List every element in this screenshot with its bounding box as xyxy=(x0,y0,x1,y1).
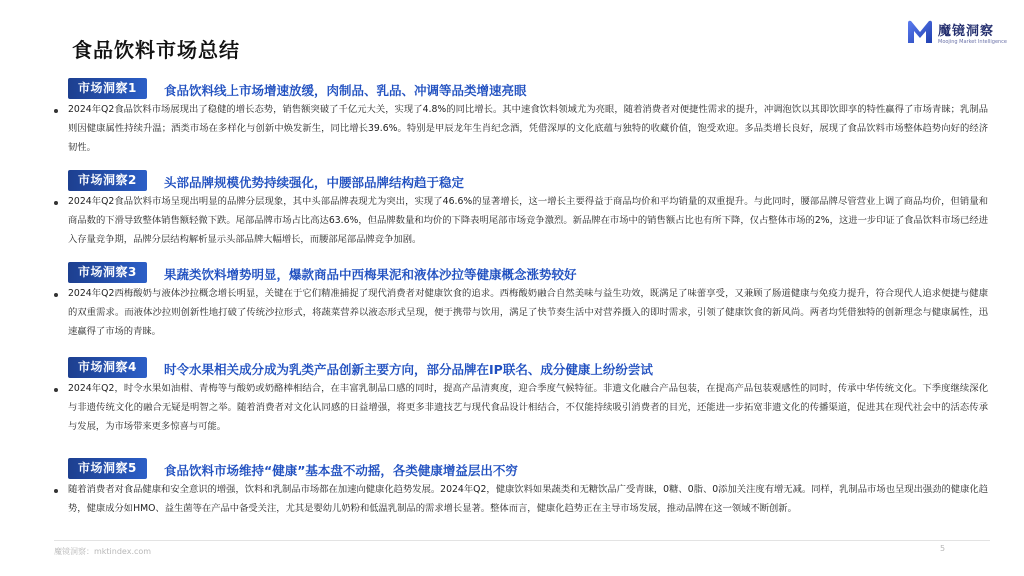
logo-subtitle: Moojing Market Intelligence xyxy=(938,39,1008,45)
page-title: 食品饮料市场总结 xyxy=(72,38,240,62)
bullet-icon xyxy=(54,109,58,113)
insight-tag: 市场洞察4 xyxy=(68,357,147,378)
insight-heading: 食品饮料线上市场增速放缓，肉制品、乳品、冲调等品类增速亮眼 xyxy=(164,83,527,98)
logo-name: 魔镜洞察 xyxy=(938,24,995,39)
brand-logo xyxy=(905,18,1015,52)
insight-heading: 时令水果相关成分成为乳类产品创新主要方向，部分品牌在IP联名、成分健康上纷纷尝试 xyxy=(164,362,653,377)
insight-body: 2024年Q2食品饮料市场呈现出明显的品牌分层现象，其中头部品牌表现尤为突出，实现了46.6%的显著增长，这一增长主要得益于商品均价和平均销量的双重提升。与此同时，腰部品牌尽管营业上调了商品均价，但销量和商品数的下滑导致整体销售额轻微下跌。尾部品牌市场占比高达63.6%，但品牌数量和均价的下降表明尾部市场竞争激烈。新品牌在市场中的销售额占比也有所下降，仅占整体市场的2%，这进一步印证了食品饮料市场已经进入存量竞争期，品牌分层结构解析显示头部品牌大幅增长，而腰部尾部品牌竞争加剧。 xyxy=(68,196,988,245)
bullet-icon xyxy=(54,201,58,205)
insight-body: 2024年Q2食品饮料市场展现出了稳健的增长态势，销售额突破了千亿元大关，实现了4.8%的同比增长。其中速食饮料领域尤为亮眼，随着消费者对便捷性需求的提升，冲调泡饮以其即饮即享的特性赢得了市场青睐；乳制品则因健康属性持续升温；酒类市场在多样化与创新中焕发新生，同比增长39.6%。特别是甲辰龙年生肖纪念酒，凭借深厚的文化底蕴与独特的收藏价值，饱受欢迎。多品类增长良好，展现了食品饮料市场整体趋势向好的经济韧性。 xyxy=(68,104,988,153)
bullet-icon xyxy=(54,489,58,493)
insight-tag: 市场洞察3 xyxy=(68,262,147,283)
bullet-icon xyxy=(54,293,58,297)
insight-heading: 头部品牌规模优势持续强化，中腰部品牌结构趋于稳定 xyxy=(164,175,465,190)
page-number: 5 xyxy=(940,544,946,553)
insight-body: 2024年Q2，时令水果如油柑、青梅等与酸奶或奶酪棒相结合，在丰富乳制品口感的同时，提高产品清爽度，迎合季度气候特征。非遗文化融合产品包装，在提高产品包装观感性的同时，传承中华传统文化。下季度继续深化与非遗传统文化的融合无疑是明智之举。随着消费者对文化认同感的日益增强，将更多非遗技艺与现代食品设计相结合，不仅能持续吸引消费者的目光，还能进一步拓宽非遗文化的传播渠道，促进其在现代社会中的活态传承与发展，为市场带来更多惊喜与可能。 xyxy=(68,383,988,432)
footer-divider xyxy=(54,540,990,541)
insight-tag: 市场洞察2 xyxy=(68,170,147,191)
insight-tag: 市场洞察1 xyxy=(68,78,147,99)
insight-heading: 果蔬类饮料增势明显，爆款商品中西梅果泥和液体沙拉等健康概念涨势较好 xyxy=(164,267,577,282)
insight-tag: 市场洞察5 xyxy=(68,458,147,479)
footer-source: 魔镜洞察：mktindex.com xyxy=(54,547,152,556)
insight-heading: 食品饮料市场维持“健康”基本盘不动摇，各类健康增益层出不穷 xyxy=(164,463,518,478)
logo-mark-icon xyxy=(905,18,935,46)
insight-body: 随着消费者对食品健康和安全意识的增强，饮料和乳制品市场都在加速向健康化趋势发展。2024年Q2，健康饮料如果蔬类和无糖饮品广受青睐，0糖、0脂、0添加关注度有增无减。同样，乳制品市场也呈现出强劲的健康化趋势，健康成分如HMO、益生菌等在产品中备受关注，尤其是婴幼儿奶粉和低温乳制品的需求增长显著。整体而言，健康化趋势正在主导市场发展，推动品牌在这一领域不断创新。 xyxy=(68,484,988,514)
bullet-icon xyxy=(54,388,58,392)
insight-body: 2024年Q2西梅酸奶与液体沙拉概念增长明显，关键在于它们精准捕捉了现代消费者对健康饮食的追求。西梅酸奶融合自然美味与益生功效，既满足了味蕾享受，又兼顾了肠道健康与免疫力提升，符合现代人追求便捷与健康的双重需求。而液体沙拉则创新性地打破了传统沙拉形式，将蔬菜营养以液态形式呈现，便于携带与饮用，满足了快节奏生活中对营养摄入的即时需求，引领了健康饮食的新风尚。两者均凭借独特的创新理念与健康属性，迅速赢得了市场的青睐。 xyxy=(68,288,988,337)
